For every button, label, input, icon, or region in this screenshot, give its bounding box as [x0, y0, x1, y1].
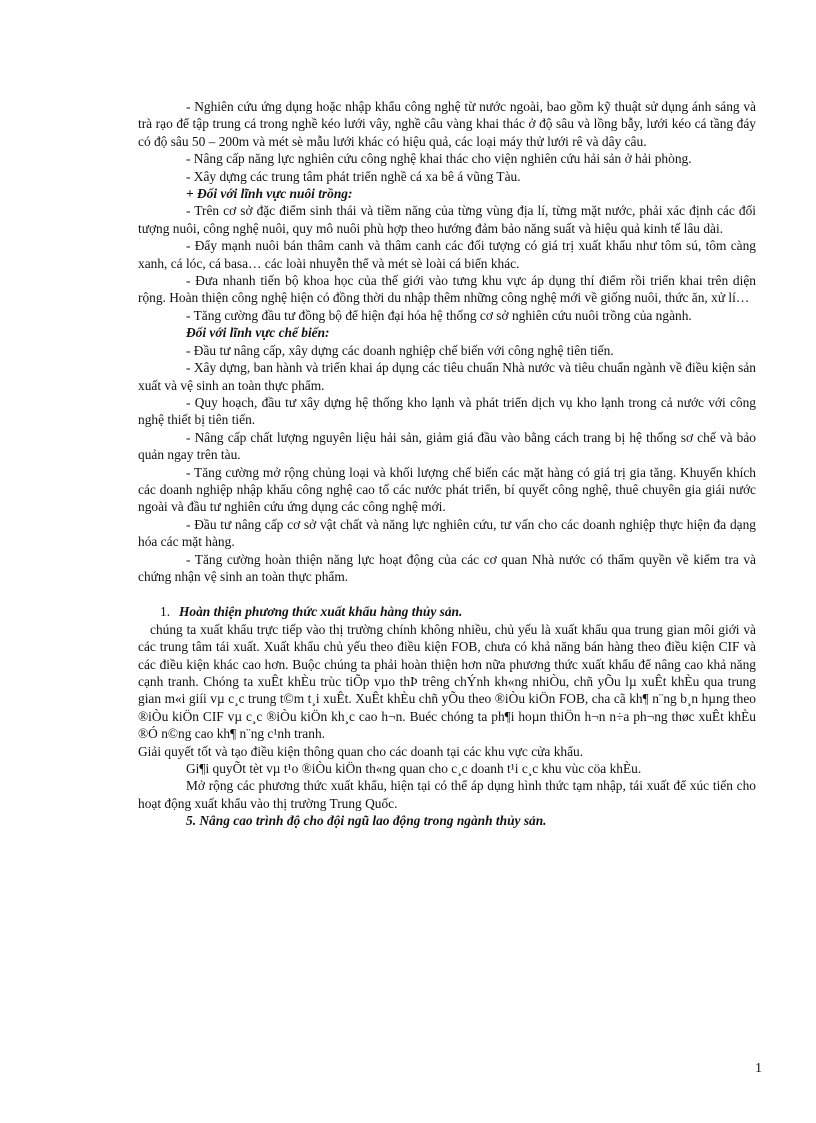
paragraph: Giải quyết tốt và tạo điều kiện thông quan cho các doanh tại các khu vực cửa khẩu.: [138, 743, 584, 759]
section-heading-5: 5. Nâng cao trình độ cho đội ngũ lao động trong ngành thủy sản.: [186, 813, 547, 829]
paragraph: Gi¶i quyÕt tèt vµ t¹o ®iÒu kiÖn th«ng quan cho c¸c doanh t¹i c¸c khu vùc cöa khÈu.: [186, 761, 642, 777]
paragraph: - Nâng cấp năng lực nghiên cứu công nghệ khai thác cho viện nghiên cứu hải sản ở hải phòng.: [186, 151, 692, 167]
paragraph: - Quy hoạch, đầu tư xây dựng hệ thống kho lạnh và phát triển dịch vụ kho lạnh trong cả nước với công nghệ thiết bị tiên tiến.: [138, 394, 756, 428]
paragraph: - Xây dựng các trung tâm phát triển nghề cá xa bê á vũng Tàu.: [186, 168, 521, 184]
paragraph: - Nghiên cứu ứng dụng hoặc nhập khẩu công nghệ từ nước ngoài, bao gồm kỹ thuật sử dụng ánh sáng và trà rạo để tập trung cá trong nghề kéo lưới vây, nghề câu vàng khai thác ở độ sâu và lồng bẫy, lưới kéo cá tầng đáy có độ sâu 50 – 200m và mét sè mẫu lưới khác có hiệu quả, các loại máy thử lưới rê và dây câu.: [138, 99, 756, 149]
paragraph: - Đầu tư nâng cấp, xây dựng các doanh nghiệp chế biến với công nghệ tiên tiến.: [186, 342, 614, 358]
paragraph: - Nâng cấp chất lượng nguyên liệu hải sản, giảm giá đầu vào bằng cách trang bị hệ thống sơ chế và bảo quản ngay trên tàu.: [138, 429, 756, 463]
paragraph: - Tăng cường mở rộng chủng loại và khối lượng chế biến các mặt hàng có giá trị gia tăng. Khuyến khích các doanh nghiệp nhập khẩu công nghệ cao tố các nước phát triển, bí quyết công nghệ, thuê chuyên gia giái nước ngoài và đầu tư nghiên cứu ứng dụng các công nghệ mới.: [138, 464, 756, 515]
subheading-aquaculture: + Đối với lĩnh vực nuôi trồng:: [186, 186, 353, 202]
page-number: 1: [755, 1061, 762, 1076]
paragraph: Mở rộng các phương thức xuất khẩu, hiện tại có thể áp dụng hình thức tạm nhập, tái xuất để xúc tiến cho hoạt động xuất khẩu vào thị trường Trung Quốc.: [138, 778, 756, 811]
paragraph: chúng ta xuất khẩu trực tiếp vào thị trường chính không nhiều, chủ yếu là xuất khẩu qua trung gian môi giới và các trung tâm tái xuất. Xuất khẩu chủ yếu theo điều kiện FOB, chưa có khả năng bán hàng theo điều kiện CIF và các điều kiện khác cao hơn. Buộc chúng ta phải hoàn thiện hơn nữa phương thức xuất khẩu để nâng cao khả năng cạnh tranh. Chóng ta xuÊt khÈu trùc tiÕp vµo thÞ trêng chÝnh kh«ng nhiÒu, chñ yÕu lµ xuÊt khÈu qua trung gian m«i giíi vµ c¸c trung t©m t¸i xuÊt. XuÊt khÈu chñ yÕu theo ®iÒu kiÖn FOB, cha cã kh¶ n¨ng b¸n hµng theo ®iÒu kiÖn CIF vµ c¸c ®iÒu kiÖn kh¸c cao h¬n. Buéc chóng ta ph¶i hoµn thiÖn h¬n n÷a ph¬ng thøc xuÊt khÈu ®Ó n©ng cao kh¶ n¨ng c¹nh tranh.: [138, 621, 756, 742]
section-number: 1.: [160, 604, 171, 620]
paragraph: - Đẩy mạnh nuôi bán thâm canh và thâm canh các đối tượng có giá trị xuất khẩu như tôm sú, tôm càng xanh, cá lóc, cá basa… các loài nhuyễn thể và mét sè loài cá biển khác.: [138, 238, 756, 271]
spacer: [138, 585, 756, 603]
paragraph: - Đầu tư nâng cấp cơ sở vật chất và năng lực nghiên cứu, tư vấn cho các doanh nghiệp thực hiện đa dạng hóa các mặt hàng.: [138, 516, 756, 550]
paragraph: - Tăng cường hoàn thiện năng lực hoạt động của các cơ quan Nhà nước có thẩm quyền về kiểm tra và chứng nhận vệ sinh an toàn thực phẩm.: [138, 551, 756, 584]
paragraph: - Trên cơ sở đặc điểm sinh thái và tiềm năng của từng vùng địa lí, từng mặt nước, phải xác định các đối tượng nuôi, công nghệ nuôi, quy mô nuôi phù hợp theo hướng đảm bảo năng suất và hiệu quả kinh tế lâu dài.: [138, 203, 756, 236]
document-body: [138, 98, 756, 830]
paragraph: - Đưa nhanh tiến bộ khoa học của thế giới vào tưng khu vực áp dụng thí điểm rồi triển khai trên diện rộng. Hoàn thiện công nghệ hiện có đồng thời du nhập thêm những công nghệ mới về giống nuôi, thức ăn, xử lí…: [138, 273, 756, 306]
subheading-processing: Đối với lĩnh vực chế biến:: [186, 325, 330, 341]
paragraph: - Tăng cường đầu tư đồng bộ để hiện đại hóa hệ thống cơ sở nghiên cứu nuôi trồng của ngành.: [186, 307, 692, 323]
paragraph: - Xây dựng, ban hành và triển khai áp dụng các tiêu chuẩn Nhà nước và tiêu chuẩn ngành về điều kiện sản xuất và vệ sinh an toàn thực phẩm.: [138, 360, 756, 393]
section-title: Hoàn thiện phương thức xuất khẩu hàng thủy sản.: [179, 604, 463, 620]
section-heading-1: [138, 603, 756, 620]
